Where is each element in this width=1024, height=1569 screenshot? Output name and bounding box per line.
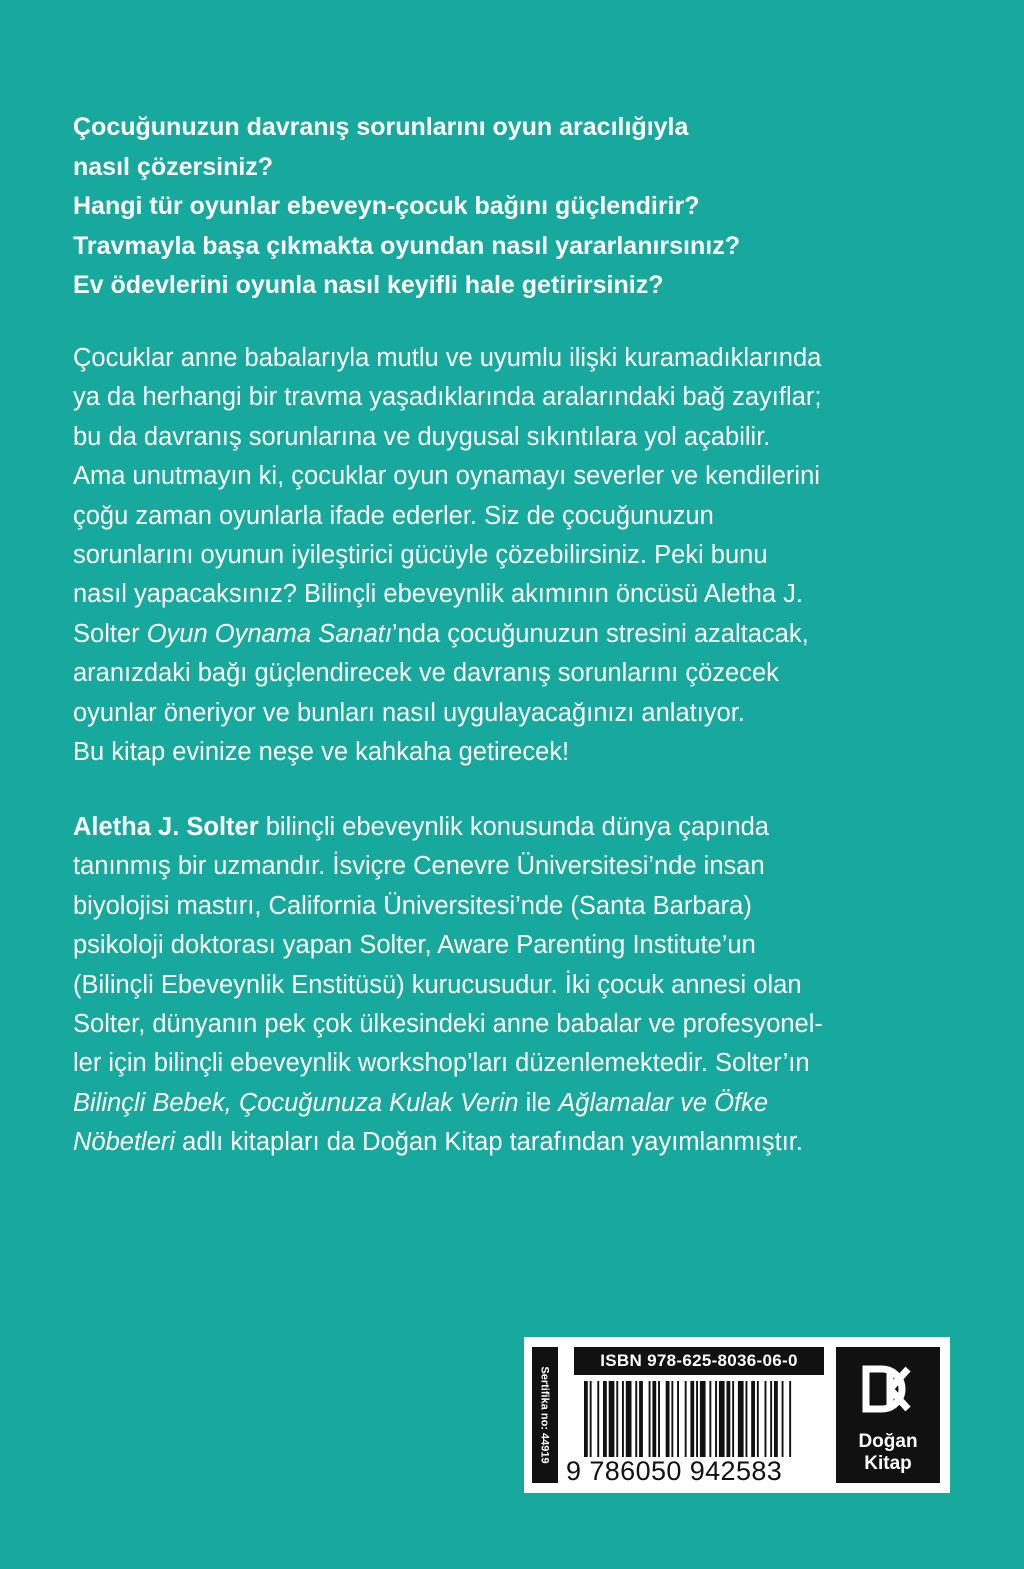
barcode-bar [652,1381,656,1457]
barcode-bar [732,1381,734,1457]
bio-line: Solter, dünyanın pek çok ülkesindeki anne babalar ve profesyonel- [73,1010,823,1039]
barcode-bar [738,1381,744,1457]
publisher-logo [836,1347,940,1483]
publisher-name [836,1431,940,1475]
barcode-bar [639,1381,643,1457]
cover-questions [73,108,973,306]
book-title-italic: Nöbetleri [73,1128,176,1157]
barcode-bar [690,1381,694,1457]
description-line: çoğu zaman oyunlarla ifade ederler. Siz de çocuğunuzun [73,501,714,530]
publisher-name-line: Kitap [864,1453,912,1474]
barcode-bar [700,1381,706,1457]
barcode-bar [709,1381,711,1457]
barcode-bar [746,1381,748,1457]
barcode-bar [658,1381,660,1457]
question-line: Hangi tür oyunlar ebeveyn-çocuk bağını güçlendirir? [73,192,700,220]
barcode-bar [757,1381,759,1457]
barcode-bar [671,1381,673,1457]
bio-line: tanınmış bir uzmandır. İsviçre Cenevre Üniversitesi’nde insan [73,852,765,881]
barcode-bar [597,1381,599,1457]
barcode-bar [774,1381,778,1457]
description-line: nasıl yapacaksınız? Bilinçli ebeveynlik akımının öncüsü Aletha J. [73,580,803,609]
description-line: Ama unutmayın ki, çocuklar oyun oynamayı severler ve kendilerini [73,462,820,491]
description-line: aranızdaki bağı güçlendirecek ve davranış sorunlarını çözecek [73,659,779,688]
book-title-italic: Oyun Oynama Sanatı [146,619,392,648]
description-line: ya da herhangi bir travma yaşadıklarında aralarındaki bağ zayıflar; [73,383,822,412]
description-line: bu da davranış sorunlarına ve duygusal sıkıntılara yol açabilir. [73,422,771,451]
barcode-bar [590,1381,592,1457]
bio-line: biyolojisi mastırı, California Üniversitesi’nde (Santa Barbara) [73,891,752,920]
barcode-bar [685,1381,687,1457]
ean-digits: 9 786050 942583 [566,1456,783,1486]
bio-line: psikoloji doktorası yapan Solter, Aware Parenting Institute’un [73,931,756,960]
isbn-label: ISBN 978-625-8036-06-0 [574,1347,824,1375]
barcode-bar [770,1381,772,1457]
barcode-bar [719,1381,725,1457]
barcode-bar [616,1381,618,1457]
barcode-bar [649,1381,651,1457]
barcode-bar [715,1381,717,1457]
barcode-bar [609,1381,615,1457]
barcode-bar [622,1381,624,1457]
author-name: Aletha J. Solter [73,813,259,841]
barcode-bar [603,1381,607,1457]
bio-line [73,1123,973,1162]
barcode-bar [666,1381,670,1457]
barcode-bar [727,1381,731,1457]
barcode-bar [696,1381,698,1457]
description-line: Bu kitap evinize neşe ve kahkaha getirecek! [73,738,570,767]
description-line: sorunlarını oyunun iyileştirici gücüyle çözebilirsiniz. Peki bunu [73,541,768,570]
book-titles-italic: Bilinçli Bebek, Çocuğunuza Kulak Verin [73,1088,519,1117]
question-line: Çocuğunuzun davranış sorunlarını oyun aracılığıyla [73,113,689,141]
book-description [73,339,973,772]
barcode-bars [564,1381,834,1457]
barcode-bar [626,1381,632,1457]
barcode-bar [751,1381,755,1457]
certificate-number: Sertifika no: 44919 [539,1366,551,1464]
barcode-bar [635,1381,637,1457]
barcode-bar [677,1381,679,1457]
author-bio [73,808,973,1163]
description-line [73,615,973,654]
description-line: Çocuklar anne babalarıyla mutlu ve uyumlu ilişki kuramadıklarında [73,344,822,372]
publisher-name-line: Doğan [858,1431,918,1452]
bio-line [73,808,973,847]
certificate-strip [532,1347,558,1483]
book-title-italic: Ağlamalar ve Öfke [558,1088,769,1117]
bio-line: (Bilinçli Ebeveynlik Enstitüsü) kurucusudur. İki çocuk annesi olan [73,970,802,999]
bio-text: bilinçli ebeveynlik konusunda dünya çapında [258,813,769,841]
description-text: ’nda çocuğunuzun stresini azaltacak, [391,619,809,648]
question-line: nasıl çözersiniz? [73,152,274,181]
bio-line: ler için bilinçli ebeveynlik workshop’ları düzenlemektedir. Solter’ın [73,1049,810,1078]
barcode-bar [782,1381,784,1457]
barcode-bar [765,1381,767,1457]
barcode-bar [789,1381,791,1457]
dk-monogram-icon [862,1365,914,1413]
barcode-bar [584,1381,588,1457]
question-line: Travmayla başa çıkmakta oyundan nasıl yararlanırsınız? [73,231,740,260]
bio-text: adlı kitapları da Doğan Kitap tarafından yayımlanmıştır. [175,1128,803,1157]
description-line: oyunlar öneriyor ve bunları nasıl uygulayacağınızı anlatıyor. [73,698,745,727]
description-text: Solter [73,619,147,648]
barcode-panel [524,1337,950,1493]
bio-line [73,1084,973,1123]
bio-text: ile [518,1088,559,1117]
question-line: Ev ödevlerini oyunla nasıl keyifli hale getirirsiniz? [73,271,664,299]
